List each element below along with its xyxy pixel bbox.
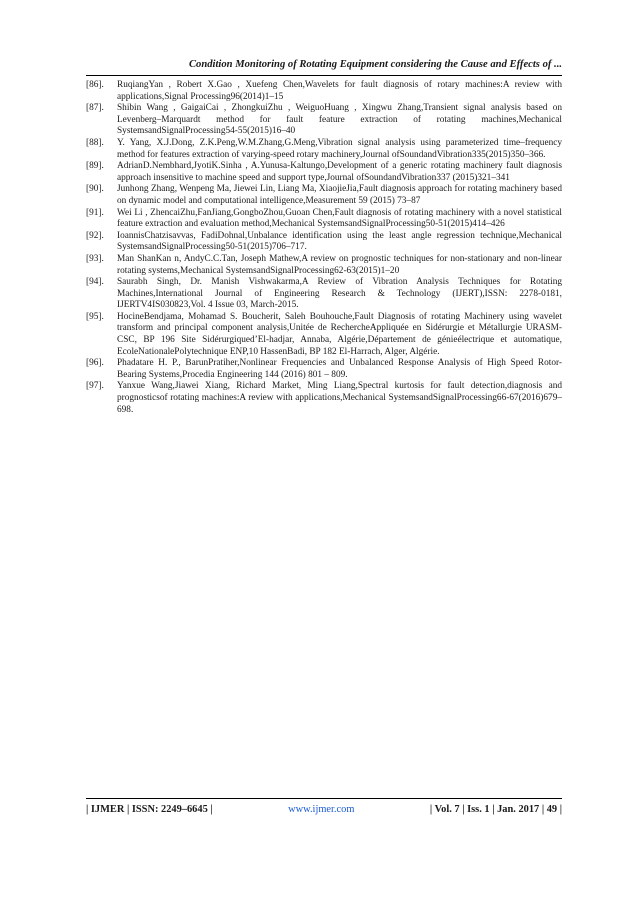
reference-number: [93]. [86, 253, 104, 264]
footer-divider [86, 798, 562, 799]
reference-item [86, 358, 562, 381]
reference-item [86, 381, 562, 416]
reference-item [86, 138, 562, 161]
reference-number: [87]. [86, 103, 104, 114]
reference-text: IoannisChatzisavvas, FadiDohnal,Unbalance identification using the least angle regression technique,Mechanical SystemsandSignalProcessing50-51(2015)706–717. [117, 230, 562, 253]
header-divider [86, 75, 562, 76]
reference-item [86, 231, 562, 254]
reference-text: Phadatare H. P., BarunPratiher,Nonlinear Frequencies and Unbalanced Response Analysis of High Speed Rotor-Bearing Systems,Procedia Engineering 144 (2016) 801 – 809. [117, 358, 562, 380]
reference-item [86, 80, 562, 103]
reference-item [86, 103, 562, 138]
reference-item [86, 161, 562, 184]
reference-text: Wei Li , ZhencaiZhu,FanJiang,GongboZhou,Guoan Chen,Fault diagnosis of rotating machinery with a novel statistical feature extraction and evaluation method,Mechanical SystemsandSignalProcessing50-51(2015)414–426 [117, 207, 562, 230]
reference-text: Y. Yang, X.J.Dong, Z.K.Peng,W.M.Zhang,G.Meng,Vibration signal analysis using parameterized time–frequency method for features extraction of varying-speed rotary machinery,Journal ofSoundandVibration335(2015)350–366. [117, 137, 562, 160]
reference-number: [86]. [86, 80, 104, 90]
reference-text: HocineBendjama, Mohamad S. Boucherit, Saleh Bouhouche,Fault Diagnosis of rotating Machinery using wavelet transform and principal component analysis,Unitée de RechercheAppliquée en Sidérurgie et Métallurgie URASM-CSC, BP 196 Site Sidérurgiqued’El-hadjar, Annaba, Algérie,Département de génieélectrique et automatique, EcoleNationalePolytechnique ENP,10 HassenBadi, BP 182 El-Harrach, Alger, Algérie. [117, 311, 562, 357]
reference-item [86, 254, 562, 277]
reference-text: AdrianD.Nembhard,JyotiK.Sinha , A.Yunusa-Kaltungo,Development of a generic rotating machinery fault diagnosis approach insensitive to machine speed and support type,Journal ofSoundandVibration337 (2015)321–341 [117, 161, 562, 183]
reference-number: [97]. [86, 381, 104, 392]
reference-item [86, 312, 562, 358]
reference-text: Saurabh Singh, Dr. Manish Vishwakarma,A Review of Vibration Analysis Techniques for Rotating Machines,International Journal of Engineering Research & Technology (IJERT),ISSN: 2278-0181, IJERTV4IS030823,Vol. 4 Issue 03, March-2015. [117, 277, 562, 311]
reference-list [86, 80, 562, 416]
reference-number: [88]. [86, 137, 104, 148]
footer-journal-info: | IJMER | ISSN: 2249–6645 | [86, 804, 213, 815]
reference-text: Junhong Zhang, Wenpeng Ma, Jiewei Lin, Liang Ma, XiaojieJia,Fault diagnosis approach for rotating machinery based on dynamic model and computational intelligence,Measurement 59 (2015) 73–87 [117, 184, 562, 206]
reference-text: RuqiangYan , Robert X.Gao , Xuefeng Chen,Wavelets for fault diagnosis of rotary machines:A review with applications,Signal Processing96(2014)1–15 [117, 80, 562, 102]
reference-text: Shibin Wang , GaigaiCai , ZhongkuiZhu , WeiguoHuang , Xingwu Zhang,Transient signal analysis based on Levenberg–Marquardt method for fault feature extraction of rotating machines,Mechanical SystemsandSignalProcessing54-55(2015)16–40 [117, 103, 562, 137]
reference-number: [96]. [86, 358, 104, 369]
reference-number: [91]. [86, 207, 104, 218]
reference-text: Man ShanKan n, AndyC.C.Tan, Joseph Mathew,A review on prognostic techniques for non-stationary and non-linear rotating systems,Mechanical SystemsandSignalProcessing62-63(2015)1–20 [117, 253, 562, 276]
reference-number: [92]. [86, 230, 104, 241]
reference-item [86, 277, 562, 312]
footer-volume-info: | Vol. 7 | Iss. 1 | Jan. 2017 | 49 | [429, 804, 562, 815]
reference-text: Yanxue Wang,Jiawei Xiang, Richard Market, Ming Liang,Spectral kurtosis for fault detection,diagnosis and prognosticsof rotating machines:A review with applications,Mechanical SystemsandSignalProcessing66-67(2016)679–698. [117, 381, 562, 415]
reference-number: [95]. [86, 311, 104, 322]
running-header: Condition Monitoring of Rotating Equipment considering the Cause and Effects of ... [188, 59, 562, 70]
reference-number: [90]. [86, 184, 104, 195]
reference-number: [94]. [86, 277, 104, 288]
reference-number: [89]. [86, 161, 104, 172]
reference-item [86, 208, 562, 231]
reference-item [86, 184, 562, 207]
page-footer [86, 804, 562, 815]
journal-website-link[interactable]: www.ijmer.com [288, 804, 355, 815]
